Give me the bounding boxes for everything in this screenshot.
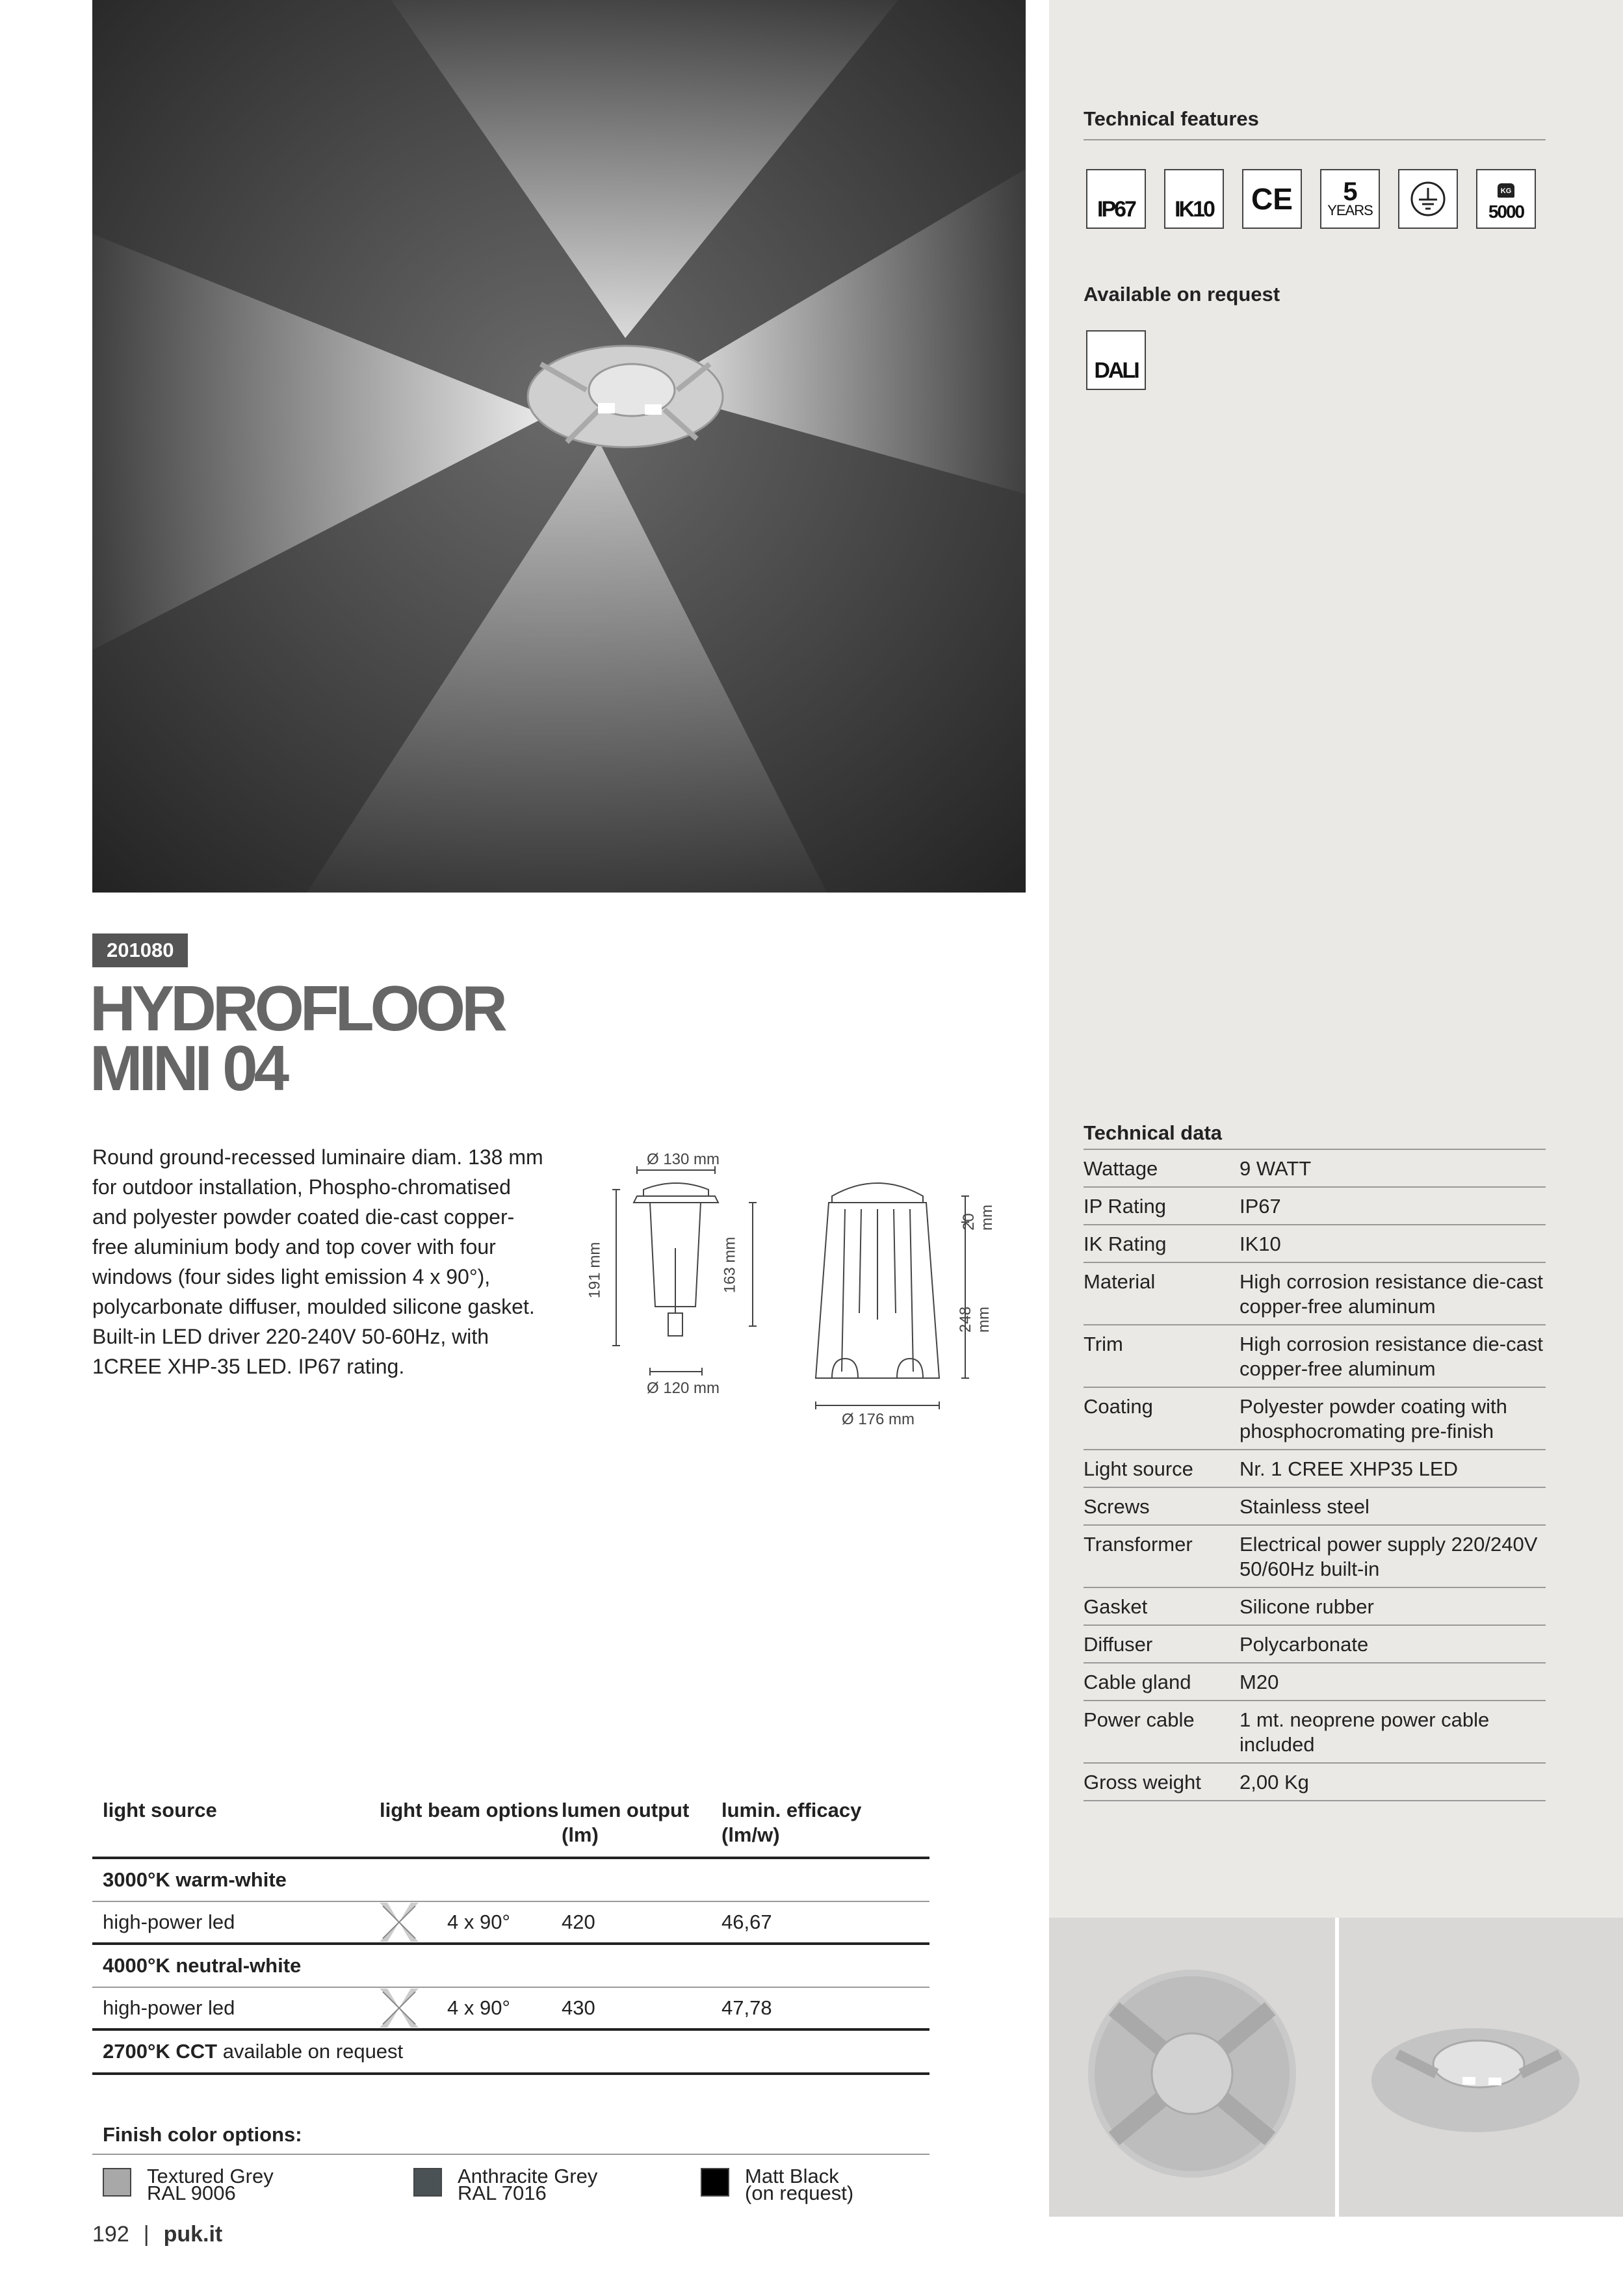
group-title-4000k: 4000°K neutral-white [92, 1945, 929, 1988]
footer-separator: | [143, 2222, 149, 2247]
luminaire-top [528, 346, 723, 447]
weight-badge: KG [1498, 183, 1514, 198]
product-description: Round ground-recessed luminaire diam. 138 mm for outdoor installation, Phospho-chromatised and polyester powder coated die-cast copper-free aluminium body and top cover with four windows (four sides light emission 4 x 90°), polycarbonate diffuser, moulded silicone gasket. Built-in LED driver 220-240V 50-60Hz, with 1CREE XHP-35 LED. IP67 rating. [92, 1145, 543, 1378]
beam-pattern-icon [380, 1903, 419, 1942]
tech-row-light-source: Light source Nr. 1 CREE XHP35 LED [1084, 1450, 1546, 1488]
tech-row-gasket: Gasket Silicone rubber [1084, 1588, 1546, 1626]
tech-row-wattage: Wattage 9 WATT [1084, 1150, 1546, 1188]
dim-right-label: 248 mm [957, 1306, 993, 1333]
table-row: high-power led 4 x 90° 430 47,78 [92, 1988, 929, 2031]
divider [1084, 139, 1546, 140]
tech-row-coating: Coating Polyester powder coating with phosphocromating pre-finish [1084, 1388, 1546, 1450]
beam-pattern-icon [380, 1989, 419, 2028]
product-code-badge: 201080 [92, 933, 188, 967]
color-swatch [413, 2168, 442, 2197]
dim-bottom-label: Ø 120 mm [647, 1379, 720, 1397]
tech-row-trim: Trim High corrosion resistance die-cast copper-free aluminum [1084, 1325, 1546, 1388]
earth-ground-icon [1398, 169, 1458, 229]
technical-data-heading: Technical data [1084, 1121, 1546, 1150]
footer [92, 2222, 222, 2247]
color-swatch [701, 2168, 729, 2197]
tech-row-gross-weight: Gross weight 2,00 Kg [1084, 1764, 1546, 1801]
cct-note: 2700°K CCT available on request [92, 2031, 929, 2075]
header-light-beam: light beam options [380, 1799, 559, 1821]
dali-icon: DALI [1086, 330, 1146, 390]
ik10-icon: IK10 [1164, 169, 1224, 229]
product-title [90, 972, 504, 1104]
tech-row-material: Material High corrosion resistance die-cast copper-free aluminum [1084, 1263, 1546, 1325]
tech-row-screws: Screws Stainless steel [1084, 1488, 1546, 1526]
product-title-line2: MINI 04 [90, 1032, 286, 1104]
finish-option-matt-black: Matt Black (on request) [701, 2168, 853, 2202]
header-lumin-efficacy: lumin. efficacy (lm/w) [721, 1799, 862, 1846]
tech-row-power-cable: Power cable 1 mt. neoprene power cable included [1084, 1701, 1546, 1764]
finish-heading: Finish color options: [103, 2123, 302, 2146]
header-lumen-output: lumen output (lm) [562, 1799, 690, 1846]
finish-option-anthracite-grey: Anthracite Grey RAL 7016 [413, 2168, 597, 2202]
ip67-icon: IP67 [1086, 169, 1146, 229]
finish-option-textured-grey: Textured Grey RAL 9006 [103, 2168, 274, 2202]
warranty-icon: 5 YEARS [1320, 169, 1380, 229]
dim-inner-label: 163 mm [721, 1236, 739, 1294]
table-row: high-power led 4 x 90° 420 46,67 [92, 1902, 929, 1945]
tech-row-transformer: Transformer Electrical power supply 220/240V 50/60Hz built-in [1084, 1526, 1546, 1588]
hero-photo [92, 0, 1026, 893]
technical-features-heading: Technical features [1084, 107, 1259, 130]
dim-base-label: Ø 176 mm [842, 1411, 915, 1428]
load-weight-icon: KG 5000 [1476, 169, 1536, 229]
available-on-request-heading: Available on request [1084, 283, 1280, 306]
color-swatch [103, 2168, 131, 2197]
tech-row-ik-rating: IK Rating IK10 [1084, 1225, 1546, 1263]
divider [92, 2154, 929, 2155]
light-beam-illustration [92, 0, 1026, 893]
ce-mark-icon: CE [1242, 169, 1302, 229]
dim-top-label: Ø 130 mm [647, 1151, 720, 1168]
dim-left-label: 191 mm [586, 1242, 604, 1299]
tech-row-diffuser: Diffuser Polycarbonate [1084, 1626, 1546, 1663]
technical-data-table [1084, 1121, 1546, 1801]
product-title-line1: HYDROFLOOR [90, 972, 504, 1044]
group-title-3000k: 3000°K warm-white [92, 1859, 929, 1902]
site-link[interactable]: puk.it [163, 2222, 223, 2247]
page-number: 192 [92, 2222, 129, 2247]
light-source-table [92, 1790, 929, 2075]
tech-row-cable-gland: Cable gland M20 [1084, 1663, 1546, 1701]
product-photo-side-view [1339, 1918, 1623, 2217]
dim-right-top-label: 20 mm [960, 1205, 996, 1231]
product-photo-top-view [1049, 1918, 1335, 2217]
light-table-header [92, 1790, 929, 1859]
tech-row-ip-rating: IP Rating IP67 [1084, 1188, 1546, 1225]
technical-drawing [585, 1151, 1001, 1437]
feature-icons [1086, 169, 1536, 229]
header-light-source: light source [103, 1799, 217, 1821]
